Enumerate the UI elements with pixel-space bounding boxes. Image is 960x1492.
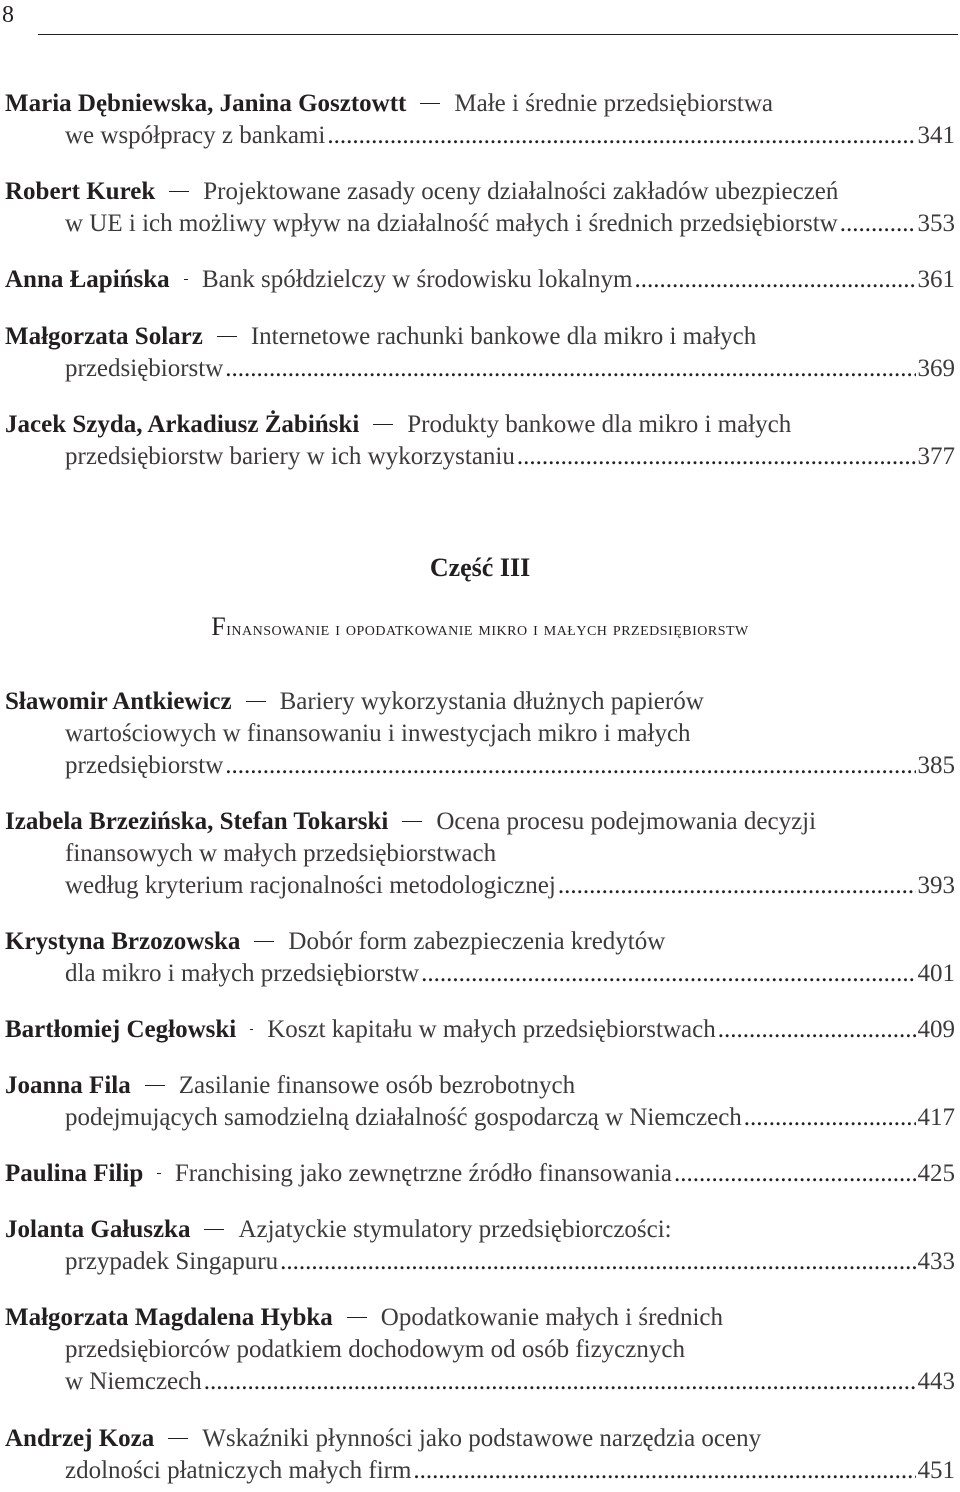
toc-entry-dash xyxy=(157,1173,161,1174)
toc-entry-continuation-line xyxy=(5,870,955,902)
toc-entry-author: Sławomir Antkiewicz xyxy=(5,688,232,715)
toc-entry-page-number: 353 xyxy=(917,210,955,237)
toc-entry-title: we współpracy z bankami xyxy=(65,122,326,149)
toc-entry xyxy=(5,806,955,902)
toc-entry-title: Internetowe rachunki bankowe dla mikro i małych xyxy=(250,323,757,350)
toc-entry-page-number: 369 xyxy=(917,355,955,382)
page-number: 8 xyxy=(2,2,14,28)
toc-entry-author: Joanna Fila xyxy=(5,1072,131,1099)
toc-entry-author: Anna Łapińska xyxy=(5,266,170,293)
toc-entry-author: Paulina Filip xyxy=(5,1160,144,1187)
toc-entry-dash xyxy=(204,1229,224,1230)
toc-entry-page-number: 417 xyxy=(917,1104,955,1131)
toc-entry-title: Projektowane zasady oceny działalności zakładów ubezpieczeń xyxy=(203,178,839,205)
toc-entry xyxy=(5,409,955,473)
toc-entry-continuation-line xyxy=(5,838,955,870)
toc-entry-title: Małe i średnie przedsiębiorstwa xyxy=(454,90,774,117)
toc-entry xyxy=(5,1302,955,1398)
toc-entry-first-line xyxy=(5,88,955,120)
toc-entry-dot-leader xyxy=(225,353,915,385)
toc-entry-continuation-line xyxy=(5,718,955,750)
toc-entry-title: przedsiębiorców podatkiem dochodowym od osób fizycznych xyxy=(65,1336,685,1363)
toc-entry-first-line xyxy=(5,806,955,838)
toc-entry-author: Jolanta Gałuszka xyxy=(5,1216,191,1243)
toc-entry-page-number: 443 xyxy=(917,1368,955,1395)
toc-entry-title: przypadek Singapuru xyxy=(65,1248,279,1275)
toc-entry-dash xyxy=(254,941,274,942)
toc-entry-title: Bank spółdzielczy w środowisku lokalnym xyxy=(201,266,633,293)
page-header xyxy=(0,0,960,40)
toc-entry-continuation-line xyxy=(5,208,955,240)
toc-entry-dot-leader xyxy=(718,1014,916,1046)
toc-entry-dash xyxy=(246,701,266,702)
toc-entry-dash xyxy=(169,191,189,192)
toc-entry-continuation-line xyxy=(5,1334,955,1366)
toc-entry-page-number: 361 xyxy=(917,266,955,293)
toc-entry xyxy=(5,1423,955,1487)
toc-entry-first-line xyxy=(5,1070,955,1102)
toc-entry-first-line xyxy=(5,926,955,958)
toc-entry-first-line xyxy=(5,1423,955,1455)
toc-entry-page-number: 385 xyxy=(917,752,955,779)
toc-entry-dash xyxy=(250,1029,253,1030)
toc-entry-dot-leader xyxy=(840,208,916,240)
toc-entry-first-line xyxy=(5,1302,955,1334)
part-title-initial: F xyxy=(211,612,227,641)
part-label: Część III xyxy=(429,553,531,582)
toc-entry-page-number: 425 xyxy=(917,1160,955,1187)
toc-entry xyxy=(5,686,955,782)
toc-entry-title: w UE i ich możliwy wpływ na działalność małych i średnich przedsiębiorstw xyxy=(65,210,838,237)
toc-entry-author: Maria Dębniewska, Janina Gosztowtt xyxy=(5,90,407,117)
toc-entry-title: Wskaźniki płynności jako podstawowe narzędzia oceny xyxy=(202,1425,762,1452)
toc-entry-dot-leader xyxy=(225,750,915,782)
toc-entry-first-line xyxy=(5,176,955,208)
toc-entry-continuation-line xyxy=(5,1246,955,1278)
toc-entry-author: Robert Kurek xyxy=(5,178,156,205)
toc-entry-dot-leader xyxy=(204,1366,916,1398)
toc-entry-dot-leader xyxy=(744,1102,916,1134)
toc-entry-dot-leader xyxy=(517,441,916,473)
toc-entry-title: według kryterium racjonalności metodologicznej xyxy=(65,872,556,899)
toc-entry-page-number: 409 xyxy=(917,1016,955,1043)
toc-entry-title: Produkty bankowe dla mikro i małych xyxy=(407,411,792,438)
toc-entry-page-number: 377 xyxy=(917,443,955,470)
toc-entry-title: Dobór form zabezpieczenia kredytów xyxy=(288,928,666,955)
toc-entry-first-line xyxy=(5,321,955,353)
toc-entry-author: Małgorzata Solarz xyxy=(5,323,203,350)
toc-entry xyxy=(5,88,955,152)
toc-entry-title: Ocena procesu podejmowania decyzji xyxy=(436,808,817,835)
toc-entry-dash xyxy=(402,821,422,822)
toc-entry-continuation-line xyxy=(5,1366,955,1398)
toc-entry-continuation-line xyxy=(5,353,955,385)
toc-entry xyxy=(5,176,955,240)
toc-entry-author: Jacek Szyda, Arkadiusz Żabiński xyxy=(5,411,360,438)
toc-entry-page-number: 433 xyxy=(917,1248,955,1275)
toc-entry-first-line xyxy=(5,686,955,718)
toc-entry-page-number: 401 xyxy=(917,960,955,987)
toc-entry-dash xyxy=(347,1317,367,1318)
header-rule xyxy=(38,34,958,35)
toc-entry-first-line xyxy=(5,1214,955,1246)
toc-entry-title: Koszt kapitału w małych przedsiębiorstwach xyxy=(267,1016,716,1043)
toc-entry-first-line xyxy=(5,409,955,441)
toc-entry-dash xyxy=(373,424,393,425)
toc-entry-dot-leader xyxy=(413,1455,915,1487)
toc-entry-continuation-line xyxy=(5,958,955,990)
toc-entry-dot-leader xyxy=(634,264,915,296)
toc-entry-title: Opodatkowanie małych i średnich xyxy=(380,1304,724,1331)
toc-entry-title: wartościowych w finansowaniu i inwestycjach mikro i małych xyxy=(65,720,691,747)
toc-entry xyxy=(5,1070,955,1134)
toc-entry-dot-leader xyxy=(558,870,916,902)
part-title-rest: inansowanie i opodatkowanie mikro i małych przedsiębiorstw xyxy=(226,618,749,640)
toc-entry-dot-leader xyxy=(280,1246,915,1278)
toc-entry-dash xyxy=(168,1438,188,1439)
toc-entry-dash xyxy=(184,279,188,280)
toc-entry-title: podejmujących samodzielną działalność gospodarczą w Niemczech xyxy=(65,1104,742,1131)
toc-entry xyxy=(5,321,955,385)
toc-entry-title: Azjatyckie stymulatory przedsiębiorczości: xyxy=(238,1216,672,1243)
toc-entry-page-number: 393 xyxy=(917,872,955,899)
toc-entry-continuation-line xyxy=(5,750,955,782)
toc-entry-dot-leader xyxy=(327,120,915,152)
toc-entry-dash xyxy=(145,1085,165,1086)
toc-entry-author: Andrzej Koza xyxy=(5,1425,155,1452)
toc-entry-dash xyxy=(217,336,237,337)
toc-entry-first-line xyxy=(5,1158,955,1190)
toc-entry xyxy=(5,1158,955,1190)
toc-entry-title: Bariery wykorzystania dłużnych papierów xyxy=(279,688,704,715)
toc-entry-author: Izabela Brzezińska, Stefan Tokarski xyxy=(5,808,389,835)
toc-entry-continuation-line xyxy=(5,441,955,473)
toc-entry xyxy=(5,1014,955,1046)
toc-entry xyxy=(5,264,955,296)
toc-entry-title: zdolności płatniczych małych firm xyxy=(65,1457,412,1484)
toc-entry-continuation-line xyxy=(5,1455,955,1487)
toc-entry-page-number: 451 xyxy=(917,1457,955,1484)
part-title xyxy=(0,612,960,642)
toc-entry-first-line xyxy=(5,264,955,296)
toc-entry-page-number: 341 xyxy=(917,122,955,149)
toc-entry-title: przedsiębiorstw xyxy=(65,752,224,779)
toc-entry-dot-leader xyxy=(674,1158,916,1190)
toc-entry-title: finansowych w małych przedsiębiorstwach xyxy=(65,840,497,867)
toc-entry xyxy=(5,926,955,990)
toc-entry-author: Krystyna Brzozowska xyxy=(5,928,241,955)
toc-entry-title: dla mikro i małych przedsiębiorstw xyxy=(65,960,420,987)
toc-entry-dot-leader xyxy=(421,958,915,990)
toc-entry-author: Małgorzata Magdalena Hybka xyxy=(5,1304,333,1331)
toc-entry-dash xyxy=(420,103,440,104)
toc-entry-first-line xyxy=(5,1014,955,1046)
toc-entry-title: przedsiębiorstw bariery w ich wykorzystaniu xyxy=(65,443,515,470)
toc-entry xyxy=(5,1214,955,1278)
toc-entry-title: Zasilanie finansowe osób bezrobotnych xyxy=(178,1072,576,1099)
toc-entry-author: Bartłomiej Cegłowski xyxy=(5,1016,237,1043)
toc-entry-continuation-line xyxy=(5,120,955,152)
toc-entry-title: przedsiębiorstw xyxy=(65,355,224,382)
toc-entry-title: w Niemczech xyxy=(65,1368,202,1395)
toc-entry-title: Franchising jako zewnętrzne źródło finansowania xyxy=(174,1160,672,1187)
toc-entry-continuation-line xyxy=(5,1102,955,1134)
